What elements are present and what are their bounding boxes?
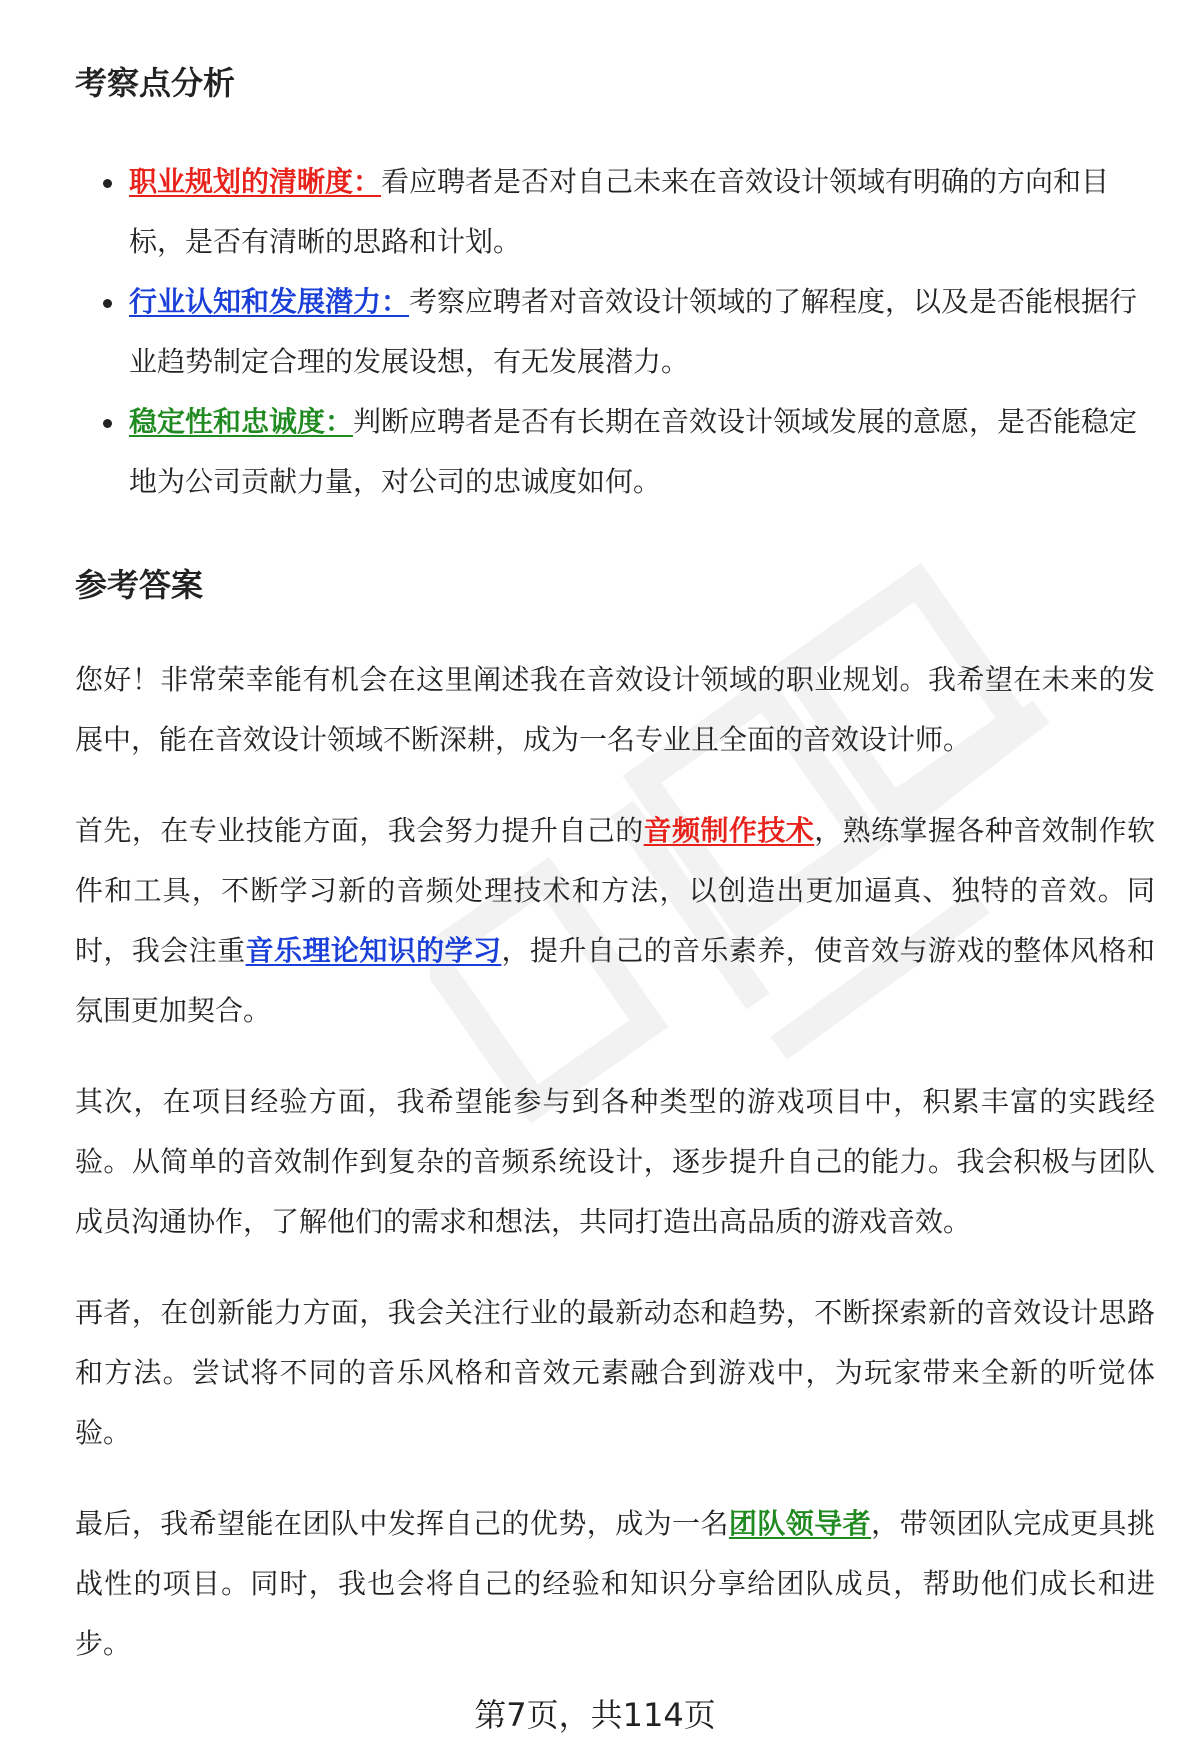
answer-paragraph-4: 再者，在创新能力方面，我会关注行业的最新动态和趋势，不断探索新的音效设计思路和方法。尝试将不同的音乐风格和音效元素融合到游戏中，为玩家带来全新的听觉体验。 xyxy=(75,1296,1155,1449)
paragraph-text: 首先，在专业技能方面，我会努力提升自己的 xyxy=(75,814,644,847)
analysis-points-list xyxy=(75,152,1155,512)
answer-paragraph-1: 您好！非常荣幸能有机会在这里阐述我在音效设计领域的职业规划。我希望在未来的发展中，能在音效设计领域不断深耕，成为一名专业且全面的音效设计师。 xyxy=(75,663,1155,756)
bullet-icon xyxy=(103,419,112,428)
point-text: 看应聘者是否对自己未来在音效设计领域有明确的方向和目标，是否有清晰的思路和计划。 xyxy=(129,165,1110,258)
answer-paragraph-3: 其次，在项目经验方面，我希望能参与到各种类型的游戏项目中，积累丰富的实践经验。从简单的音效制作到复杂的音频系统设计，逐步提升自己的能力。我会积极与团队成员沟通协作，了解他们的需求和想法，共同打造出高品质的游戏音效。 xyxy=(75,1085,1155,1238)
list-item xyxy=(75,392,1155,512)
list-item xyxy=(75,152,1155,272)
list-item xyxy=(75,272,1155,392)
keyword-audio-production: 音频制作技术 xyxy=(643,814,815,847)
paragraph-text: 最后，我希望能在团队中发挥自己的优势，成为一名 xyxy=(75,1507,729,1540)
point-text: 考察应聘者对音效设计领域的了解程度，以及是否能根据行业趋势制定合理的发展设想，有无发展潜力。 xyxy=(129,285,1138,378)
keyword-stability-loyalty: 稳定性和忠诚度： xyxy=(129,405,354,438)
page-number: 第7页，共114页 xyxy=(474,1696,716,1734)
keyword-career-clarity: 职业规划的清晰度： xyxy=(129,165,382,198)
paragraph-text: ，熟练掌握各种音效制作软件和工具，不断学习新的音频处理技术和方法，以创造出更加逼真、独特的音效。同时，我会注重 xyxy=(75,814,1155,967)
keyword-industry-awareness: 行业认知和发展潜力： xyxy=(129,285,410,318)
paragraph-text: ，带领团队完成更具挑战性的项目。同时，我也会将自己的经验和知识分享给团队成员，帮助他们成长和进步。 xyxy=(75,1507,1155,1660)
answer-paragraph-5 xyxy=(75,1494,1155,1674)
answer-body xyxy=(75,650,1155,1705)
section-title-answer: 参考答案 xyxy=(75,566,204,604)
keyword-team-leader: 团队领导者 xyxy=(728,1507,872,1540)
paragraph-text: ，提升自己的音乐素养，使音效与游戏的整体风格和氛围更加契合。 xyxy=(75,934,1155,1027)
answer-paragraph-2 xyxy=(75,801,1155,1041)
section-title-analysis: 考察点分析 xyxy=(75,64,236,102)
bullet-icon xyxy=(103,179,112,188)
keyword-music-theory: 音乐理论知识的学习 xyxy=(245,934,502,967)
point-text: 判断应聘者是否有长期在音效设计领域发展的意愿，是否能稳定地为公司贡献力量，对公司的忠诚度如何。 xyxy=(129,405,1138,498)
bullet-icon xyxy=(103,299,112,308)
